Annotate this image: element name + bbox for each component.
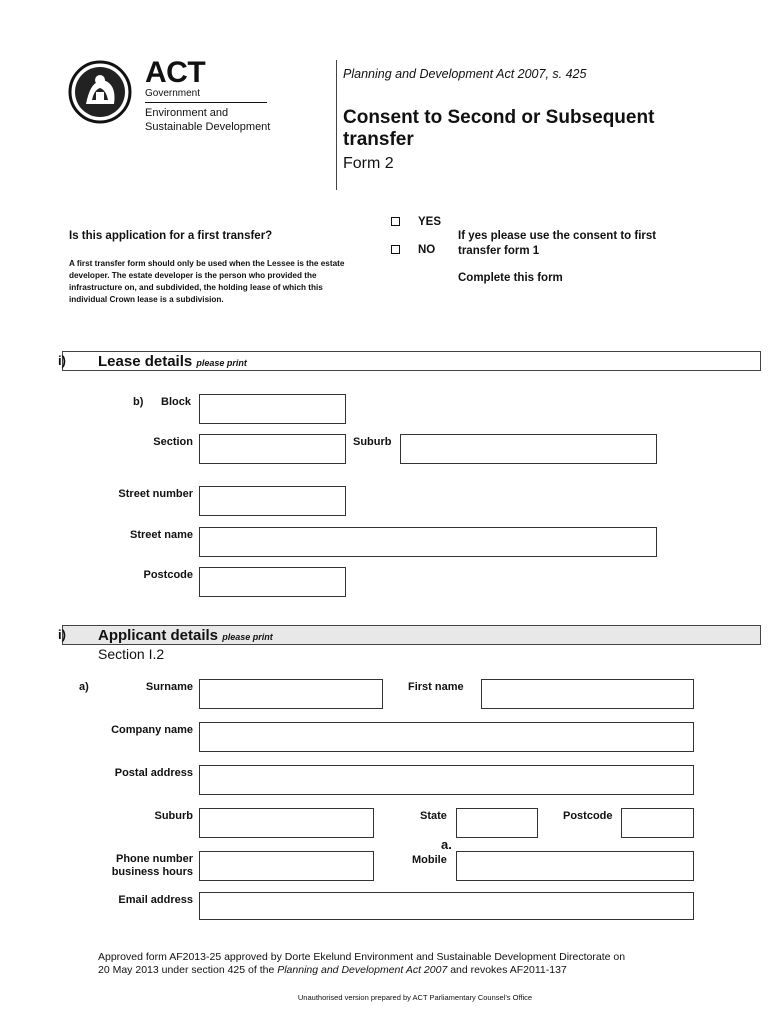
form-title-line1: Consent to Second or Subsequent [343, 107, 655, 128]
form-title-line2: transfer [343, 129, 414, 150]
lease-section-title [98, 353, 247, 370]
surname-label: Surname [145, 681, 193, 693]
logo-divider [145, 102, 267, 103]
postal-label: Postal address [114, 767, 193, 779]
approval-line2-post: and revokes AF2011-137 [447, 964, 567, 976]
section-label: Section [153, 436, 193, 448]
mobile-label: Mobile [412, 854, 447, 866]
postal-input[interactable] [199, 765, 694, 795]
email-input[interactable] [199, 892, 694, 920]
header-divider [336, 60, 337, 190]
coat-of-arms-icon [68, 60, 132, 124]
directorate-line1: Environment and [145, 107, 229, 119]
first-name-input[interactable] [481, 679, 694, 709]
applicant-suburb-label: Suburb [154, 810, 193, 822]
mobile-input[interactable] [456, 851, 694, 881]
lease-section-number: i) [58, 353, 66, 368]
street-number-input[interactable] [199, 486, 346, 516]
applicant-section-title [98, 627, 273, 644]
first-transfer-question: Is this application for a first transfer? [69, 230, 273, 242]
lease-suburb-label: Suburb [353, 436, 392, 448]
approval-line1: Approved form AF2013-25 approved by Dorte Ekelund Environment and Sustainable Development Directorate on [98, 951, 626, 963]
no-instruction: Complete this form [458, 272, 563, 284]
state-input[interactable] [456, 808, 538, 838]
block-label: Block [161, 396, 191, 408]
street-name-label: Street name [130, 529, 193, 541]
email-label: Email address [118, 894, 193, 906]
lease-suburb-input[interactable] [400, 434, 657, 464]
applicant-section-ref: Section I.2 [98, 646, 165, 662]
section-input[interactable] [199, 434, 346, 464]
lease-subtitle: please print [196, 358, 247, 368]
applicant-title-text: Applicant details [98, 627, 219, 644]
surname-input[interactable] [199, 679, 383, 709]
unauthorised-notice: Unauthorised version prepared by ACT Parliamentary Counsel's Office [297, 993, 533, 1002]
no-label: NO [418, 244, 436, 256]
form-number: Form 2 [343, 155, 394, 172]
applicant-postcode-label: Postcode [563, 810, 613, 822]
phone-label-line1: Phone number [115, 853, 193, 865]
act-reference: Planning and Development Act 2007, s. 425 [343, 67, 587, 81]
approval-act-name: Planning and Development Act 2007 [277, 964, 448, 976]
yes-instruction-line1: If yes please use the consent to first [458, 230, 657, 242]
yes-label: YES [418, 216, 442, 228]
lease-postcode-input[interactable] [199, 567, 346, 597]
block-input[interactable] [199, 394, 346, 424]
no-checkbox[interactable] [391, 245, 400, 254]
applicant-section-number: i) [58, 627, 66, 642]
state-label: State [420, 810, 447, 822]
company-input[interactable] [199, 722, 694, 752]
org-sub: Government [145, 88, 201, 99]
applicant-prefix-a: a) [79, 681, 89, 693]
lease-postcode-label: Postcode [143, 569, 193, 581]
yes-checkbox[interactable] [391, 217, 400, 226]
street-number-label: Street number [118, 488, 193, 500]
applicant-postcode-input[interactable] [621, 808, 694, 838]
street-name-input[interactable] [199, 527, 657, 557]
first-name-label: First name [408, 681, 464, 693]
block-prefix: b) [133, 396, 144, 408]
directorate-line2: Sustainable Development [145, 121, 271, 133]
approval-line2 [98, 964, 567, 976]
lease-title-text: Lease details [98, 353, 193, 370]
org-name: ACT [145, 56, 206, 89]
mobile-prefix: a. [441, 837, 452, 852]
phone-input[interactable] [199, 851, 374, 881]
phone-label-line2: business hours [111, 866, 193, 878]
applicant-suburb-input[interactable] [199, 808, 374, 838]
first-transfer-note: A first transfer form should only be used when the Lessee is the estate developer. The estate developer is the person who provided the infrastructure on, and subdivided, the holding lease of which this individual Crown lease is a subdivision. [69, 259, 345, 304]
approval-line2-pre: 20 May 2013 under section 425 of the [98, 964, 278, 976]
company-label: Company name [111, 724, 193, 736]
yes-instruction-line2: transfer form 1 [458, 245, 540, 257]
applicant-subtitle: please print [222, 632, 273, 642]
